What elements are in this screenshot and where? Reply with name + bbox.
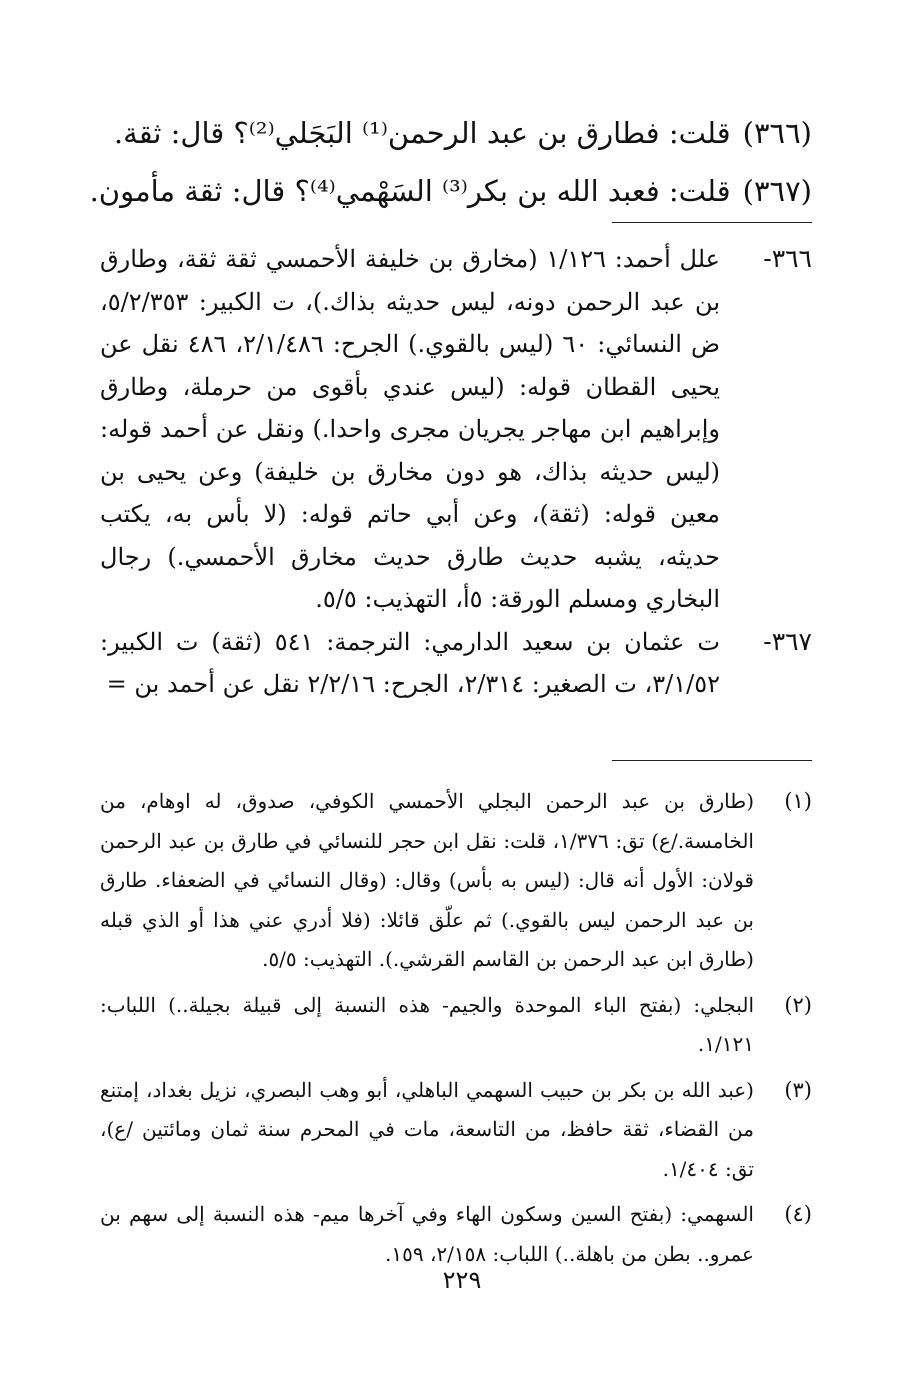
footnote-text: البجلي: (بفتح الباء الموحدة والجيم- هذه النسبة إلى قبيلة بجيلة..) اللباب: ١/١٢١. [100,992,754,1056]
footnote [100,1071,812,1190]
question-list [89,104,812,220]
footnote-text: السهمي: (بفتح السين وسكون الهاء وفي آخرها ميم- هذه النسبة إلى سهم بن عمرو.. بطن من باهلة..) اللباب: ٢/١٥٨، ١٥٩. [100,1202,754,1266]
separator-line [612,222,812,223]
note-text: علل أحمد: ١/١٢٦ (مخارق بن خليفة الأحمسي ثقة ثقة، وطارق بن عبد الرحمن دونه، ليس حديثه بذاك.)، ت الكبير: ٥/٢/٣٥٣، ض النسائي: ٦٠ (ليس بالقوي.) الجرح: ٢/١/٤٨٦، ٤٨٦ نقل عن يحيى القطان قوله: (ليس عندي بأقوى من حرملة، وطارق وإبراهيم ابن مهاجر يجريان مجرى واحدا.) ونقل عن أحمد قوله: (ليس حديثه بذاك، هو دون مخارق بن خليفة) وعن يحيى بن معين قوله: (ثقة)، وعن أبي حاتم قوله: (لا بأس به، يكتب حديثه، يشبه حديث طارق حديث مخارق الأحمسي.) رجال البخاري ومسلم الورقة: ٥أ، التهذيب: ٥/٥. [100,245,721,613]
footnote-number: (٢) [784,992,812,1017]
page-number: ٢٢٩ [442,1266,482,1294]
note-number: ٣٦٧- [763,626,812,656]
footnote-text: (عبد الله بن بكر بن حبيب السهمي الباهلي، أبو وهب البصري، نزيل بغداد، إمتنع من القضاء، ثقة حافظ، من التاسعة، مات في المحرم سنة ثمان ومائتين /ع)، تق: ١/٤٠٤. [100,1077,754,1181]
commentary-notes [100,238,812,706]
question-number: (٣٦٦) [742,116,812,150]
footnote [100,1195,812,1274]
footnote-number: (١) [784,789,812,813]
footnote [100,782,812,980]
footnote-text: (طارق بن عبد الرحمن البجلي الأحمسي الكوفي، صدوق، له اوهام، من الخامسة./ع) تق: ١/٣٧٦، قلت: نقل ابن حجر للنسائي في طارق بن عبد الرحمن قولان: الأول أنه قال: (ليس به بأس) وقال: (وقال النسائي في الضعفاء. طارق بن عبد الرحمن ليس بالقوي.) ثم علّق قائلا: (فلا أدري عني هذا أو الذي قبله (طارق ابن عبد الرحمن بن القاسم القرشي.). التهذيب: ٥/٥. [100,789,754,971]
question-text: قلت: فطارق بن عبد الرحمن⁽¹⁾ البَجَلي⁽²⁾؟ قال: ثقة. [113,116,731,150]
footnotes [100,782,812,1280]
footnote-number: (٤) [784,1202,812,1226]
footnote-separator [612,760,812,761]
footnote-number: (٣) [784,1077,812,1102]
footnote [100,986,812,1065]
question-line [89,162,812,220]
note-text: ت عثمان بن سعيد الدارمي: الترجمة: ٥٤١ (ثقة) ت الكبير: ٣/١/٥٢، ت الصغير: ٢/٣١٤، الجرح: ٢/٢/١٦ نقل عن أحمد بن = [100,627,720,698]
note-number: ٣٦٦- [763,244,812,273]
question-text: قلت: فعبد الله بن بكر⁽³⁾ السَهْمي⁽⁴⁾؟ قال: ثقة مأمون. [89,174,731,208]
question-number: (٣٦٧) [742,174,812,208]
commentary-note [100,621,812,706]
question-line [100,104,812,162]
commentary-note [100,238,812,621]
